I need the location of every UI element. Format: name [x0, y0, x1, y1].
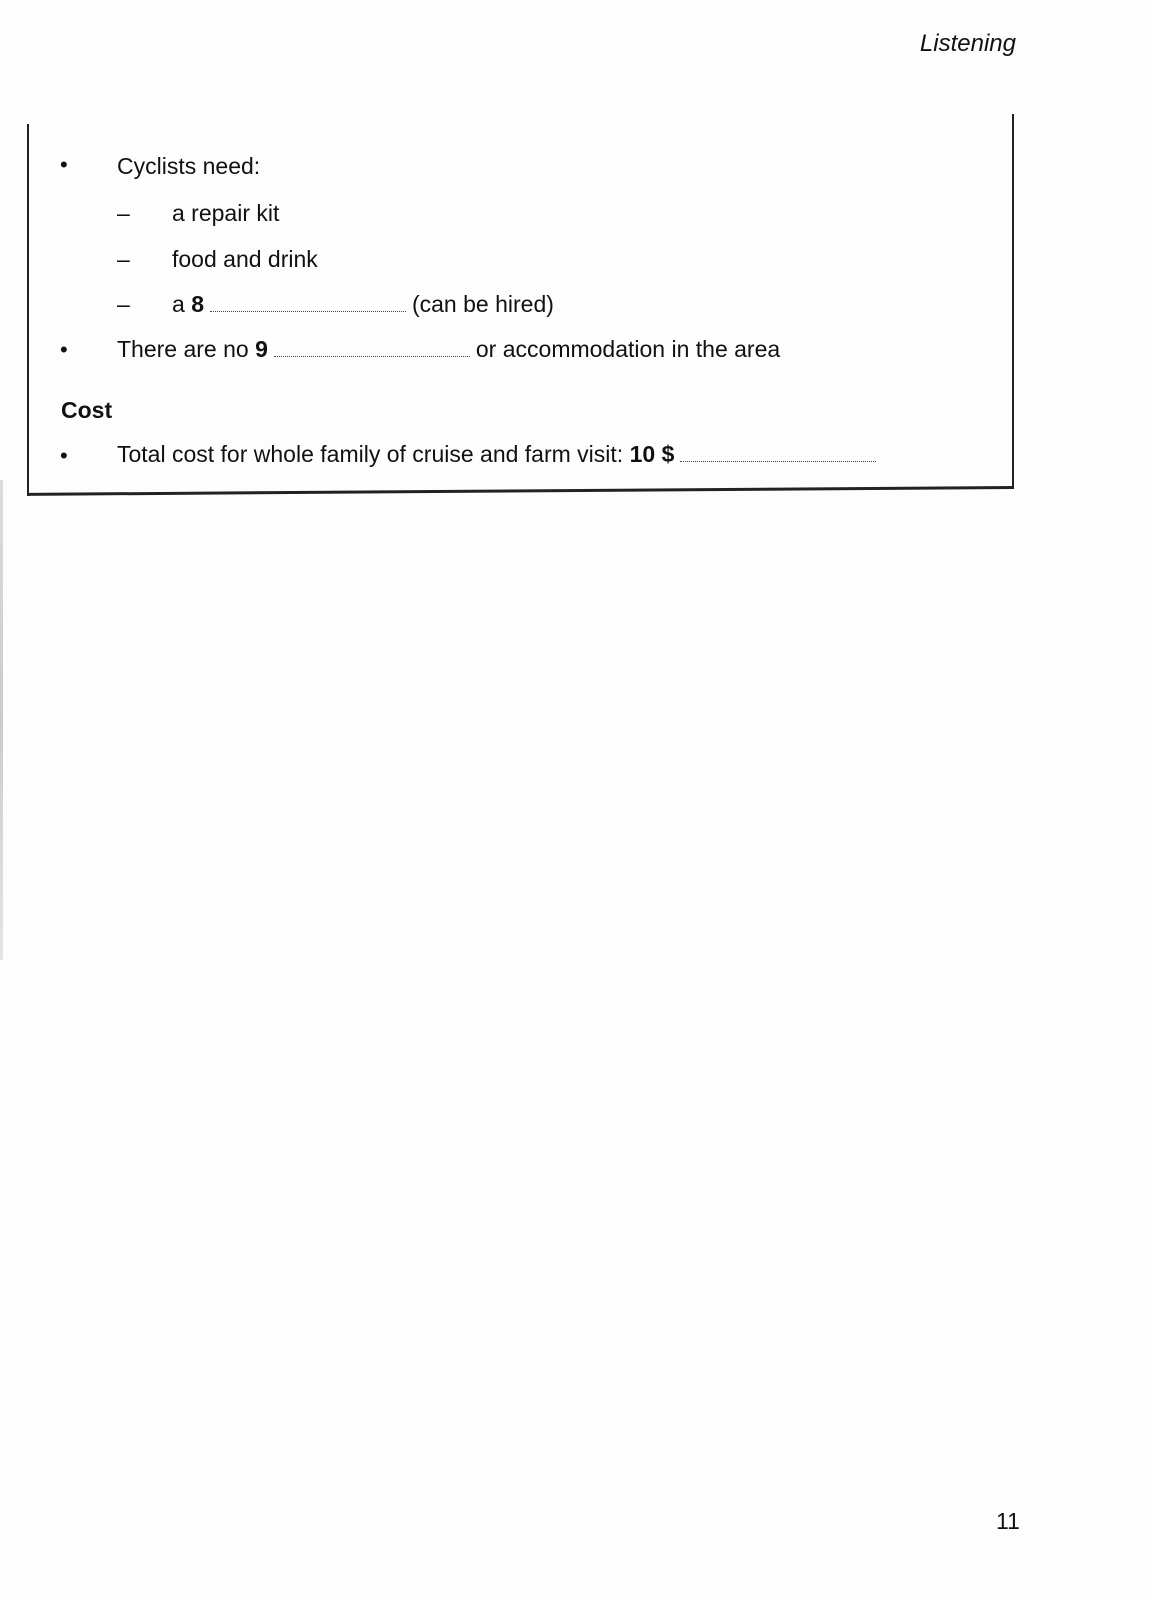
answer-blank-8[interactable]: [210, 310, 406, 312]
bullet-icon: •: [60, 337, 68, 362]
question-number-9: 9: [255, 336, 268, 362]
line-suffix: or accommodation in the area: [475, 336, 781, 362]
box-border-bottom: [27, 486, 1014, 496]
dash-icon: –: [117, 200, 130, 226]
bullet-icon: •: [60, 152, 68, 177]
answer-blank-9[interactable]: [274, 355, 470, 357]
line-q9: [117, 336, 780, 363]
item-prefix: a: [172, 291, 185, 317]
list-item: a repair kit: [172, 200, 280, 226]
currency-symbol: $: [661, 441, 675, 467]
scan-edge: [0, 480, 3, 960]
cost-heading: Cost: [61, 397, 113, 423]
list-item-q8: [172, 291, 554, 318]
box-border-left: [27, 124, 29, 496]
line-prefix: There are no: [117, 336, 249, 362]
dash-icon: –: [117, 291, 130, 317]
line-q10: [117, 441, 882, 468]
dash-icon: –: [117, 246, 130, 272]
bullet-icon: •: [60, 443, 68, 468]
cyclists-need-label: Cyclists need:: [117, 153, 261, 179]
page-number: 11: [996, 1508, 1020, 1534]
list-item: food and drink: [172, 246, 318, 272]
cost-line-prefix: Total cost for whole family of cruise and farm visit:: [117, 441, 624, 467]
box-border-right: [1012, 114, 1014, 488]
item-suffix: (can be hired): [411, 291, 554, 317]
question-number-8: 8: [191, 291, 204, 317]
question-number-10: 10: [629, 441, 656, 467]
section-header: Listening: [919, 30, 1016, 57]
answer-blank-10[interactable]: [680, 460, 876, 462]
